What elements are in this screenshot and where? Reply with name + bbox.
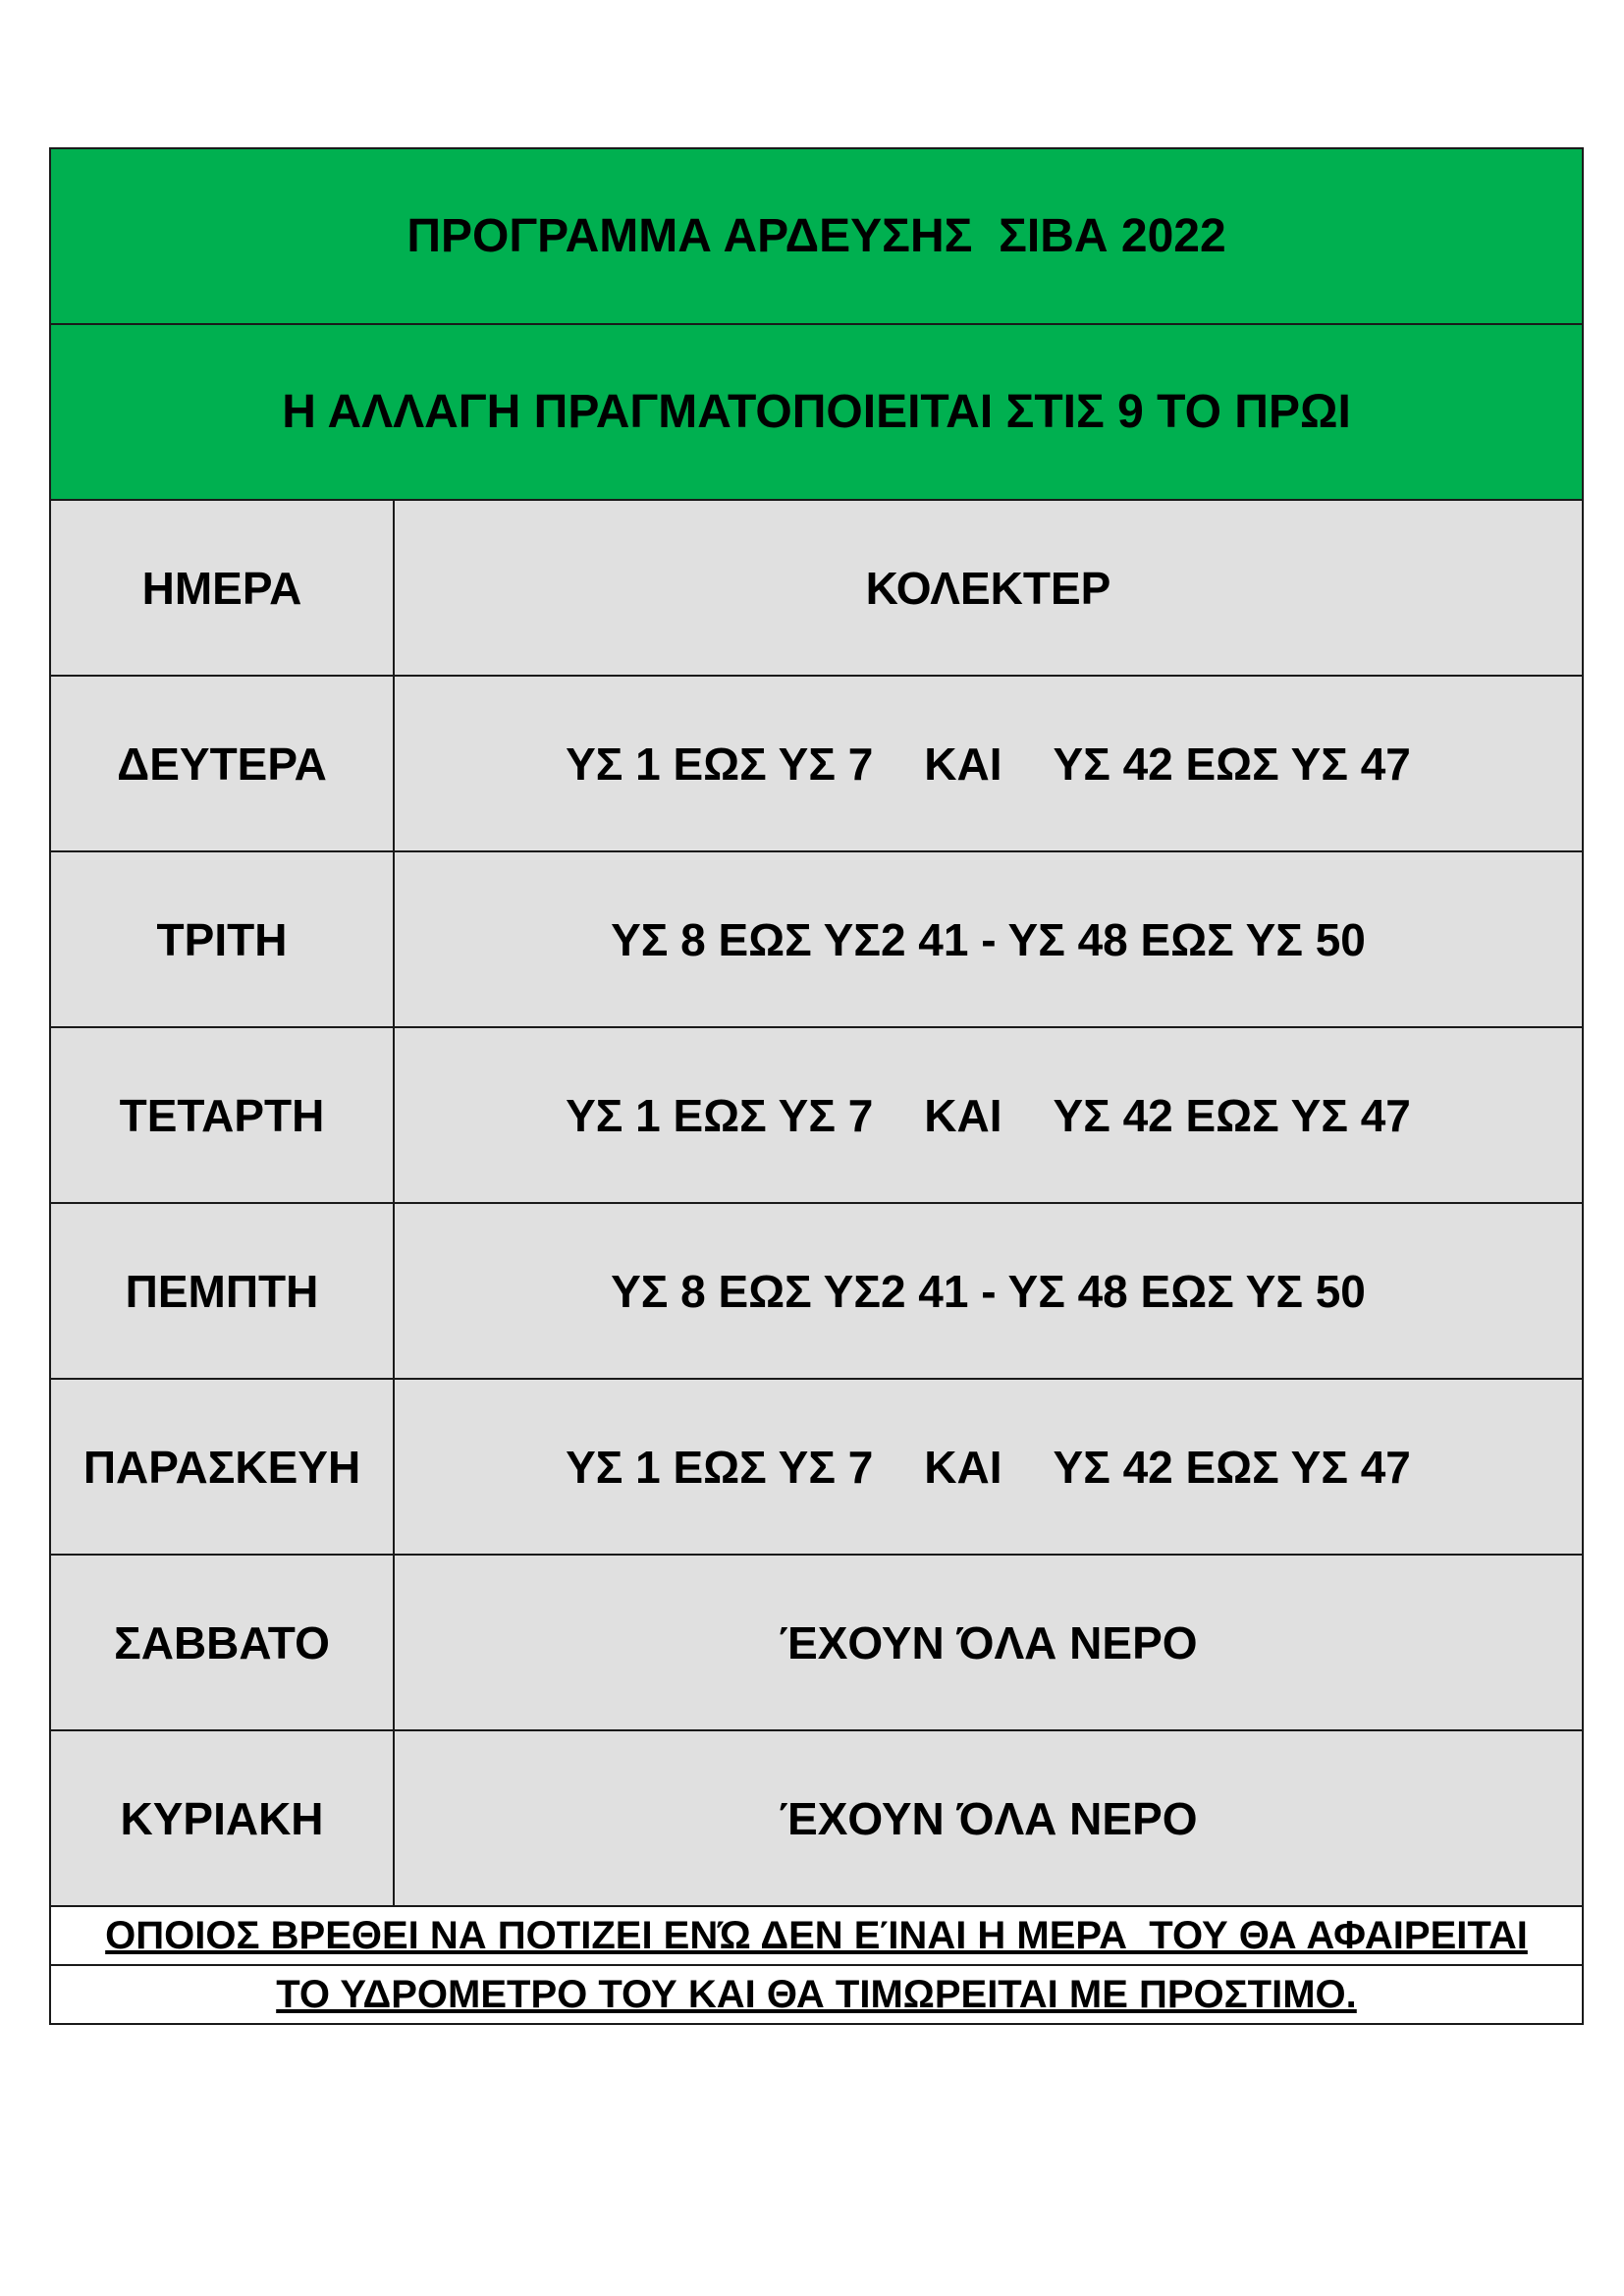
collector-range-1: ΥΣ 1 ΕΩΣ ΥΣ 7 (566, 1089, 874, 1141)
collector-joiner: ΚΑΙ (924, 1089, 1002, 1141)
collector-range-1: ΥΣ 1 ΕΩΣ ΥΣ 7 (566, 1441, 874, 1493)
table-row (50, 1379, 1583, 1555)
table-row (50, 676, 1583, 851)
collector-cell: ΈΧΟΥΝ ΌΛΑ ΝΕΡΟ (394, 1730, 1583, 1906)
header-collector: ΚΟΛΕΚΤΕΡ (394, 500, 1583, 676)
title-row (50, 148, 1583, 324)
notice-row-1 (50, 1906, 1583, 1965)
table-row (50, 1027, 1583, 1203)
table-row (50, 1203, 1583, 1379)
header-row (50, 500, 1583, 676)
collector-cell (394, 1027, 1583, 1203)
collector-joiner: ΚΑΙ (924, 1441, 1002, 1493)
collector-cell: ΥΣ 8 ΕΩΣ ΥΣ2 41 - ΥΣ 48 ΕΩΣ ΥΣ 50 (394, 1203, 1583, 1379)
table-row (50, 1730, 1583, 1906)
collector-cell (394, 676, 1583, 851)
collector-cell: ΥΣ 8 ΕΩΣ ΥΣ2 41 - ΥΣ 48 ΕΩΣ ΥΣ 50 (394, 851, 1583, 1027)
schedule-subtitle: Η ΑΛΛΑΓΗ ΠΡΑΓΜΑΤΟΠΟΙΕΙΤΑΙ ΣΤΙΣ 9 ΤΟ ΠΡΩΙ (50, 324, 1583, 500)
collector-cell: ΈΧΟΥΝ ΌΛΑ ΝΕΡΟ (394, 1555, 1583, 1730)
collector-cell (394, 1379, 1583, 1555)
collector-range-2: ΥΣ 42 ΕΩΣ ΥΣ 47 (1053, 738, 1411, 790)
day-cell: ΔΕΥΤΕΡΑ (50, 676, 394, 851)
schedule-title: ΠΡΟΓΡΑΜΜΑ ΑΡΔΕΥΣΗΣ ΣΙΒΑ 2022 (50, 148, 1583, 324)
table-row (50, 851, 1583, 1027)
table-row (50, 1555, 1583, 1730)
day-cell: ΤΕΤΑΡΤΗ (50, 1027, 394, 1203)
day-cell: ΣΑΒΒΑΤΟ (50, 1555, 394, 1730)
irrigation-schedule-table (49, 147, 1584, 2025)
day-cell: ΤΡΙΤΗ (50, 851, 394, 1027)
collector-range-2: ΥΣ 42 ΕΩΣ ΥΣ 47 (1053, 1441, 1411, 1493)
notice-line-2: ΤΟ ΥΔΡΟΜΕΤΡΟ ΤΟΥ ΚΑΙ ΘΑ ΤΙΜΩΡΕΙΤΑΙ ΜΕ ΠΡΟΣΤΙΜΟ. (50, 1965, 1583, 2024)
day-cell: ΠΕΜΠΤΗ (50, 1203, 394, 1379)
collector-range-2: ΥΣ 42 ΕΩΣ ΥΣ 47 (1053, 1089, 1411, 1141)
notice-row-2 (50, 1965, 1583, 2024)
header-day: ΗΜΕΡΑ (50, 500, 394, 676)
subtitle-row (50, 324, 1583, 500)
day-cell: ΚΥΡΙΑΚΗ (50, 1730, 394, 1906)
collector-range-1: ΥΣ 1 ΕΩΣ ΥΣ 7 (566, 738, 874, 790)
collector-joiner: ΚΑΙ (924, 738, 1002, 790)
day-cell: ΠΑΡΑΣΚΕΥΗ (50, 1379, 394, 1555)
notice-line-1: ΟΠΟΙΟΣ ΒΡΕΘΕΙ ΝΑ ΠΟΤΙΖΕΙ ΕΝΏ ΔΕΝ ΕΊΝΑΙ Η ΜΕΡΑ ΤΟΥ ΘΑ ΑΦΑΙΡΕΙΤΑΙ (50, 1906, 1583, 1965)
